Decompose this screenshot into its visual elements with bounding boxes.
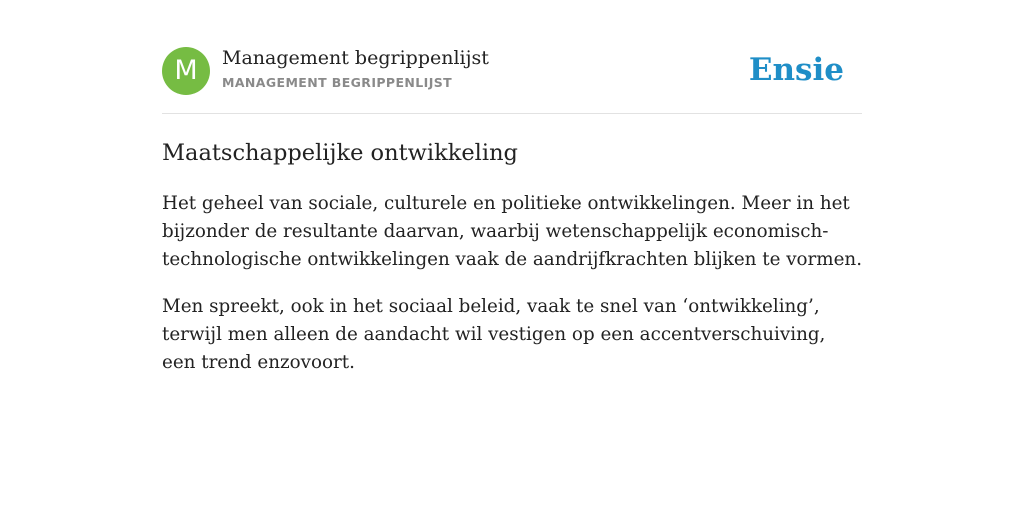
definition-paragraph-2: Men spreekt, ook in het sociaal beleid, vaak te snel van ‘ontwikkeling’, terwijl men alleen de aandacht wil vestigen op een accentverschuiving, een trend enzovoort.	[162, 296, 826, 373]
term-title: Maatschappelijke ontwikkeling	[162, 140, 518, 166]
source-title-link[interactable]: Management begrippenlijst	[222, 47, 489, 69]
source-header	[162, 46, 862, 96]
header-divider	[162, 113, 862, 114]
source-avatar[interactable]: M	[162, 47, 210, 95]
page	[162, 0, 862, 512]
definition-paragraph-1: Het geheel van sociale, culturele en politieke ontwikkelingen. Meer in het bijzonder de resultante daarvan, waarbij wetenschappelijk economisch-technologische ontwikkelingen vaak de aandrijfkrachten blijken te vormen.	[162, 193, 863, 270]
source-subtitle: MANAGEMENT BEGRIPPENLIJST	[222, 75, 453, 90]
ensie-logo[interactable]: Ensie	[748, 52, 844, 88]
definition-body	[162, 190, 862, 396]
